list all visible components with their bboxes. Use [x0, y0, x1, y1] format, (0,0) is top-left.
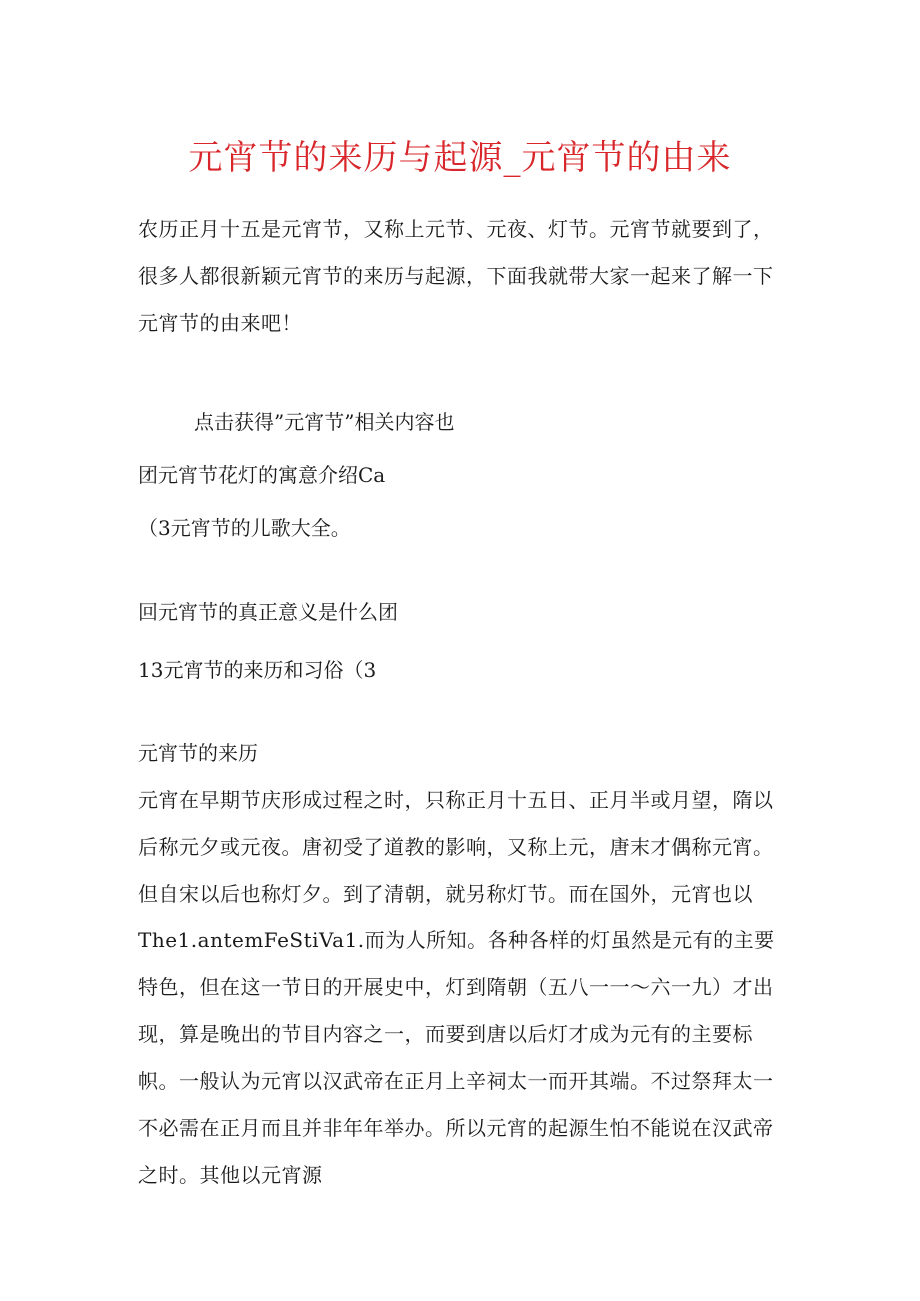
- related-link[interactable]: （3元宵节的儿歌大全。: [138, 516, 351, 540]
- section-heading: 元宵节的来历: [138, 741, 258, 765]
- intro-paragraph: 农历正月十五是元宵节，又称上元节、元夜、灯节。元宵节就要到了，很多人都很新颖元宵节的来历与起源，下面我就带大家一起来了解一下元宵节的由来吧！: [138, 217, 774, 335]
- related-link[interactable]: 团元宵节花灯的寓意介绍Ca: [138, 463, 386, 487]
- document-title: 元宵节的来历与起源_元宵节的由来: [188, 138, 732, 178]
- body-paragraph: The1.antemFeStiVa1.而为人所知。各种各样的灯虽然是元有的主要特色，但在这一节日的开展史中，灯到隋朝（五八一一～六一九）才出现，算是晚出的节目内容之一，而要到唐以后灯才成为元有的主要标帜。一般认为元宵以汉武帝在正月上辛祠太一而开其端。不过祭拜太一不必需在正月而且并非年年举办。所以元宵的起源生怕不能说在汉武帝之时。其他以元宵源: [138, 928, 775, 1187]
- body-paragraph: 元宵在早期节庆形成过程之时，只称正月十五日、正月半或月望，隋以后称元夕或元夜。唐初受了道教的影响，又称上元，唐末才偶称元宵。但自宋以后也称灯夕。到了清朝，就另称灯节。而在国外，元宵也以: [138, 788, 774, 906]
- related-link[interactable]: 13元宵节的来历和习俗（3: [138, 658, 377, 682]
- related-heading: 点击获得”元宵节”相关内容也: [194, 410, 455, 434]
- related-link[interactable]: 回元宵节的真正意义是什么团: [138, 600, 398, 624]
